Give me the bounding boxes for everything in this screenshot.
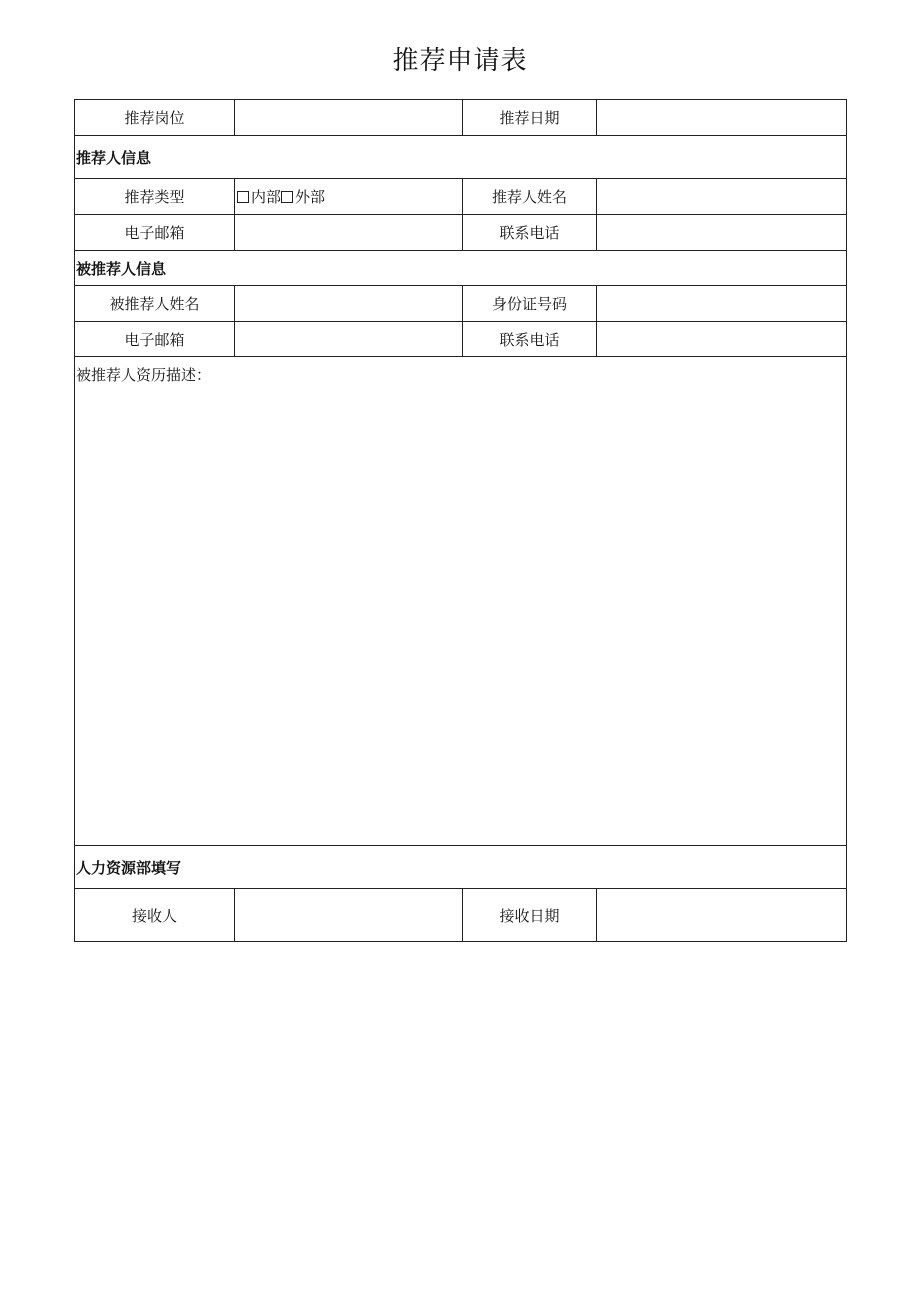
recommender-email-field[interactable] (235, 215, 463, 251)
position-field[interactable] (235, 100, 463, 136)
recommend-type-options (235, 179, 463, 215)
row-candidate-name-id (75, 286, 847, 322)
recommend-date-label: 推荐日期 (463, 100, 597, 136)
row-recommender-section (75, 136, 847, 179)
row-candidate-section (75, 251, 847, 286)
row-candidate-contact (75, 322, 847, 357)
recommender-phone-field[interactable] (597, 215, 847, 251)
candidate-email-field[interactable] (235, 322, 463, 357)
recommender-name-field[interactable] (597, 179, 847, 215)
candidate-name-label: 被推荐人姓名 (75, 286, 235, 322)
row-position-date (75, 100, 847, 136)
candidate-section-heading: 被推荐人信息 (75, 251, 847, 286)
internal-option-label: 内部 (251, 188, 282, 206)
recommend-type-label: 推荐类型 (75, 179, 235, 215)
candidate-description-area[interactable] (75, 357, 847, 846)
row-hr-receive (75, 889, 847, 942)
external-checkbox[interactable] (281, 191, 293, 203)
internal-checkbox[interactable] (237, 191, 249, 203)
hr-section-heading: 人力资源部填写 (75, 846, 847, 889)
external-option-label: 外部 (295, 188, 326, 206)
page-title: 推荐申请表 (392, 46, 528, 76)
recommender-section-heading: 推荐人信息 (75, 136, 847, 179)
candidate-email-label: 电子邮箱 (75, 322, 235, 357)
id-number-label: 身份证号码 (463, 286, 597, 322)
candidate-phone-label: 联系电话 (463, 322, 597, 357)
row-candidate-description (75, 357, 847, 846)
candidate-phone-field[interactable] (597, 322, 847, 357)
row-hr-section (75, 846, 847, 889)
receive-date-label: 接收日期 (463, 889, 597, 942)
option-internal[interactable] (237, 188, 281, 206)
recommender-phone-label: 联系电话 (463, 215, 597, 251)
id-number-field[interactable] (597, 286, 847, 322)
receiver-field[interactable] (235, 889, 463, 942)
recommend-date-field[interactable] (597, 100, 847, 136)
recommender-name-label: 推荐人姓名 (463, 179, 597, 215)
receiver-label: 接收人 (75, 889, 235, 942)
candidate-name-field[interactable] (235, 286, 463, 322)
recommender-email-label: 电子邮箱 (75, 215, 235, 251)
row-recommender-type-name (75, 179, 847, 215)
receive-date-field[interactable] (597, 889, 847, 942)
candidate-description-label: 被推荐人资历描述： (76, 366, 212, 384)
position-label: 推荐岗位 (75, 100, 235, 136)
row-recommender-contact (75, 215, 847, 251)
option-external[interactable] (281, 188, 325, 206)
recommendation-form-table (74, 99, 847, 942)
